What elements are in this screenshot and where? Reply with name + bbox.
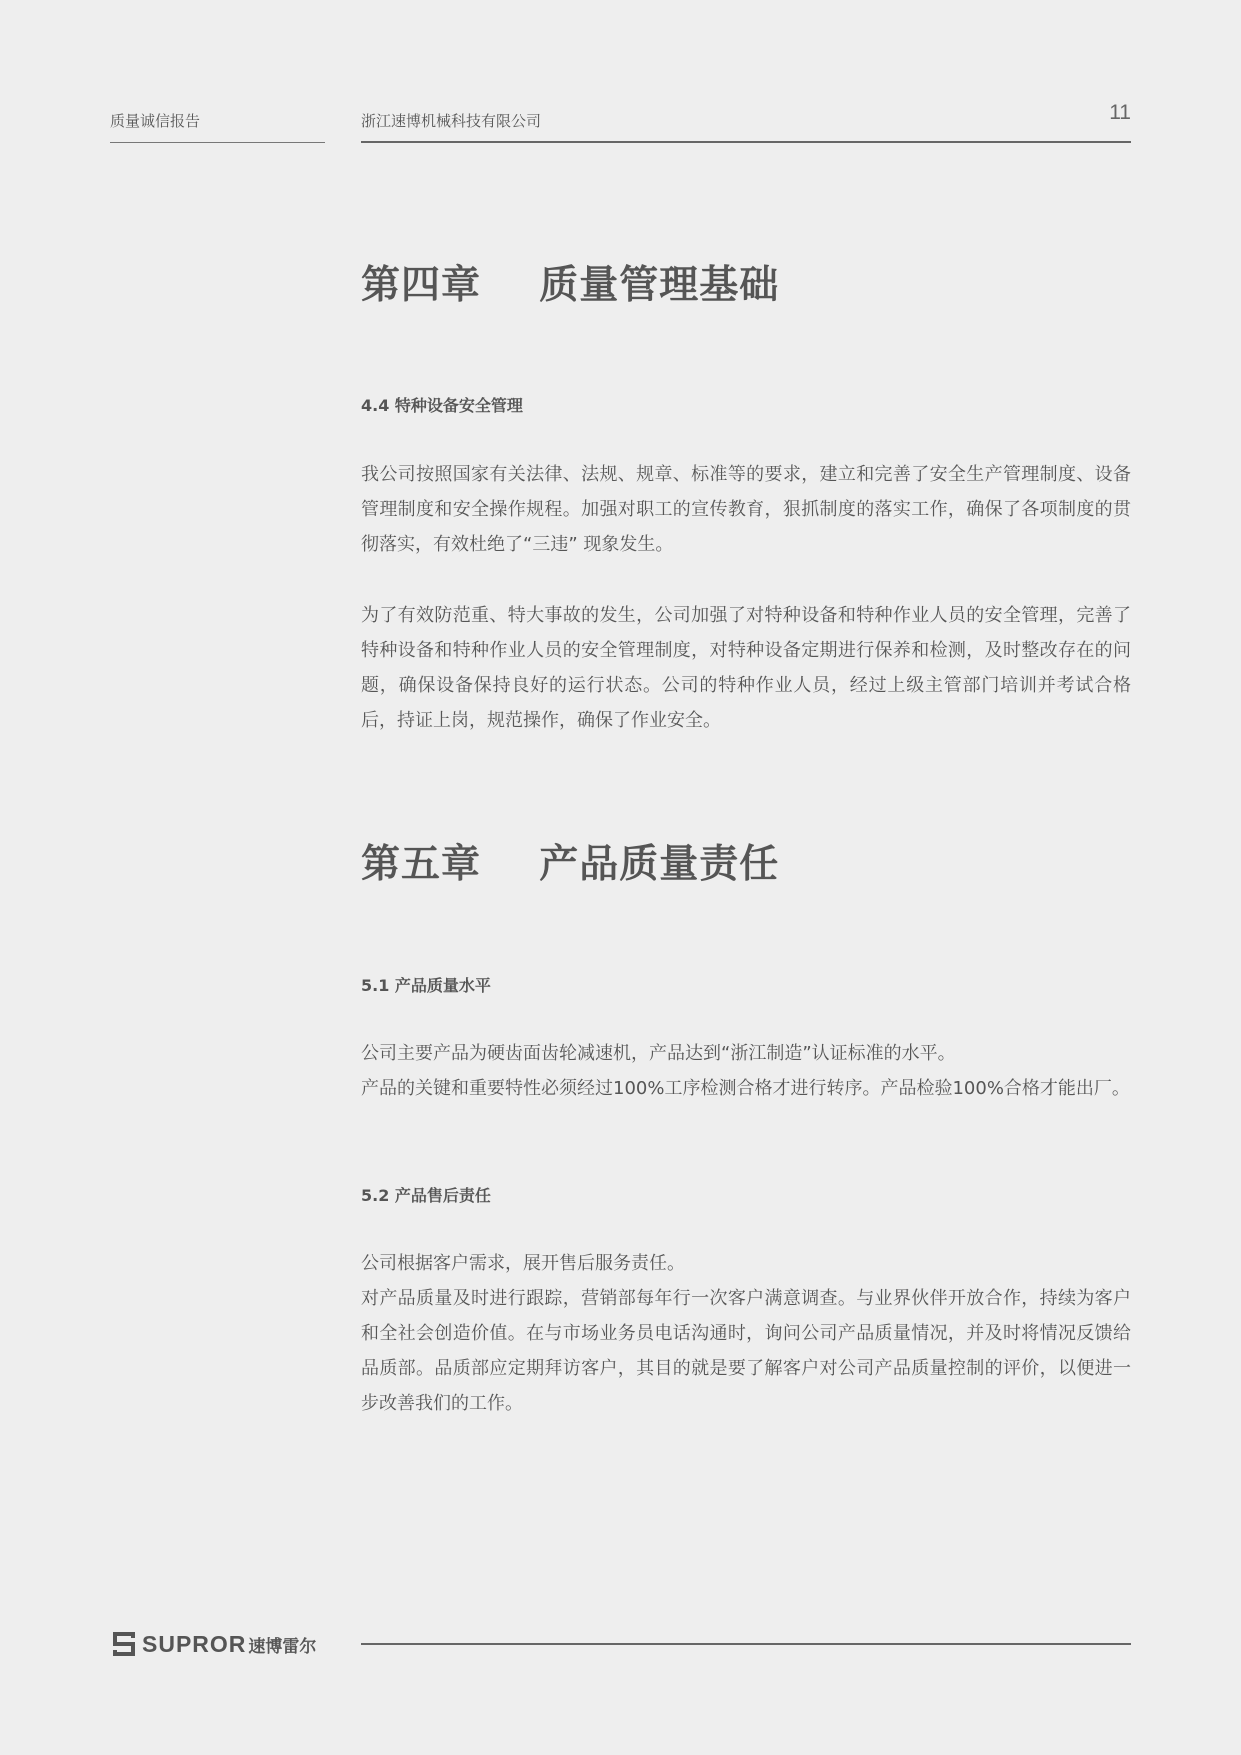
- section-4-4-paragraph-2: 为了有效防范重、特大事故的发生，公司加强了对特种设备和特种作业人员的安全管理，完善了特种设备和特种作业人员的安全管理制度，对特种设备定期进行保养和检测，及时整改存在的问题，确保设备保持良好的运行状态。公司的特种作业人员，经过上级主管部门培训并考试合格后，持证上岗，规范操作，确保了作业安全。: [361, 605, 1131, 731]
- report-title: 质量诚信报告: [110, 112, 201, 130]
- footer-divider: [361, 1643, 1131, 1645]
- header-divider-right: [361, 141, 1131, 143]
- company-name: 浙江速博机械科技有限公司: [361, 112, 542, 130]
- supror-s-logo-icon: [110, 1629, 138, 1659]
- section-5-2-line-1: 公司根据客户需求，展开售后服务责任。: [361, 1253, 685, 1274]
- section-4-4-heading: 4.4 特种设备安全管理: [361, 396, 523, 415]
- section-5-2-line-2: 对产品质量及时进行跟踪，营销部每年行一次客户满意调查。与业界伙伴开放合作，持续为客户和全社会创造价值。在与市场业务员电话沟通时，询问公司产品质量情况，并及时将情况反馈给品质部。品质部应定期拜访客户，其目的就是要了解客户对公司产品质量控制的评价，以便进一步改善我们的工作。: [361, 1288, 1131, 1414]
- chapter-5-title: 第五章 产品质量责任: [361, 842, 780, 887]
- section-5-1-heading: 5.1 产品质量水平: [361, 976, 491, 995]
- section-5-1-line-1: 公司主要产品为硬齿面齿轮减速机，产品达到“浙江制造”认证标准的水平。: [361, 1043, 956, 1064]
- chapter-4-title: 第四章 质量管理基础: [361, 263, 780, 308]
- logo-chinese-name: 速博雷尔: [248, 1636, 317, 1657]
- header-divider-left: [110, 142, 325, 143]
- section-5-1-line-2: 产品的关键和重要特性必须经过100%工序检测合格才进行转序。产品检验100%合格才能出厂。: [361, 1078, 1130, 1099]
- section-4-4-paragraph-1: 我公司按照国家有关法律、法规、规章、标准等的要求，建立和完善了安全生产管理制度、设备管理制度和安全操作规程。加强对职工的宣传教育，狠抓制度的落实工作，确保了各项制度的贯彻落实，有效杜绝了“三违” 现象发生。: [361, 464, 1131, 555]
- company-logo: [110, 1629, 316, 1659]
- page-number: 11: [1109, 101, 1131, 124]
- logo-wordmark: SUPROR: [142, 1630, 247, 1657]
- section-5-2-heading: 5.2 产品售后责任: [361, 1186, 491, 1205]
